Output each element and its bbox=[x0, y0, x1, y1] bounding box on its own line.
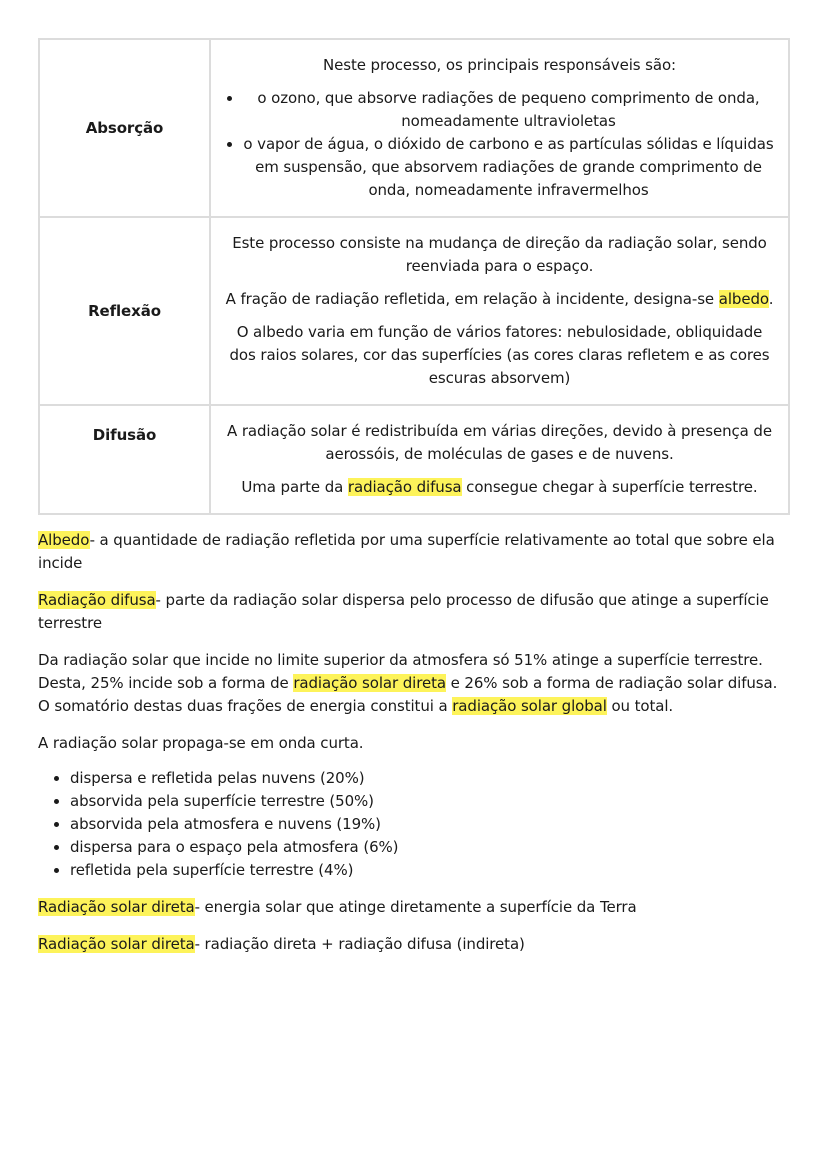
list-item: • o ozono, que absorve radiações de pequeno comprimento de onda, nomeadamente ultravioletas bbox=[243, 87, 774, 133]
text-span: e 26% sob a forma de radiação solar difusa. O somatório destas duas frações de energia constitui a bbox=[38, 674, 778, 715]
text-span: ou total. bbox=[606, 697, 674, 715]
description-reflexao bbox=[210, 217, 789, 405]
definition-radiacao-difusa bbox=[38, 589, 790, 635]
text-span: Da radiação solar que incide no limite superior da atmosfera só 51% atinge a superfície terrestre. Desta, 25% incide sob a forma de bbox=[38, 651, 763, 692]
reflexao-p3: O albedo varia em função de vários fatores: nebulosidade, obliquidade dos raios solares, cor das superfícies (as cores claras refletem e as cores escuras absorvem) bbox=[229, 323, 770, 387]
absorcao-list bbox=[225, 87, 774, 202]
definition-text: - a quantidade de radiação refletida por uma superfície relativamente ao total que sobre ela incide bbox=[38, 531, 775, 572]
definition-radiacao-global bbox=[38, 933, 790, 956]
table-row bbox=[39, 217, 789, 405]
term-reflexao: Reflexão bbox=[39, 217, 210, 405]
term-highlight: Radiação solar direta bbox=[38, 898, 195, 916]
reflexao-p1: Este processo consiste na mudança de direção da radiação solar, sendo reenviada para o espaço. bbox=[232, 234, 767, 275]
term-highlight: Albedo bbox=[38, 531, 90, 549]
table-row bbox=[39, 39, 789, 217]
term-difusao: Difusão bbox=[39, 405, 210, 514]
absorcao-intro: Neste processo, os principais responsáveis são: bbox=[323, 56, 676, 74]
definition-text: - energia solar que atinge diretamente a superfície da Terra bbox=[194, 898, 637, 916]
definition-text: - radiação direta + radiação difusa (indireta) bbox=[194, 935, 525, 953]
term-highlight: Radiação solar direta bbox=[38, 935, 195, 953]
term-highlight: Radiação difusa bbox=[38, 591, 156, 609]
list-item: • absorvida pela atmosfera e nuvens (19%) bbox=[70, 813, 790, 836]
text-span: consegue chegar à superfície terrestre. bbox=[461, 478, 758, 496]
highlight-albedo: albedo bbox=[718, 290, 769, 308]
list-item: • o vapor de água, o dióxido de carbono e as partículas sólidas e líquidas em suspensão, que absorvem radiações de grande comprimento de onda, nomeadamente infravermelhos bbox=[243, 133, 774, 202]
reflexao-p2 bbox=[225, 288, 774, 311]
list-item: • dispersa para o espaço pela atmosfera (6%) bbox=[70, 836, 790, 859]
list-item: • absorvida pela superfície terrestre (50%) bbox=[70, 790, 790, 813]
highlight-radiacao-difusa: radiação difusa bbox=[347, 478, 462, 496]
text-span: . bbox=[768, 290, 774, 308]
list-item: • refletida pela superfície terrestre (4%) bbox=[70, 859, 790, 882]
definition-albedo bbox=[38, 529, 790, 575]
document-page bbox=[38, 38, 790, 956]
table-row bbox=[39, 405, 789, 514]
definition-radiacao-direta bbox=[38, 896, 790, 919]
radiation-distribution-list bbox=[38, 767, 790, 882]
list-item: • dispersa e refletida pelas nuvens (20%) bbox=[70, 767, 790, 790]
definition-text: - parte da radiação solar dispersa pelo processo de difusão que atinge a superfície terrestre bbox=[38, 591, 769, 632]
processes-table bbox=[38, 38, 790, 515]
description-difusao bbox=[210, 405, 789, 514]
highlight-direta: radiação solar direta bbox=[293, 674, 446, 692]
radiation-paragraph bbox=[38, 649, 790, 718]
text-span: Uma parte da bbox=[241, 478, 348, 496]
difusao-p1: A radiação solar é redistribuída em várias direções, devido à presença de aerossóis, de moléculas de gases e de nuvens. bbox=[227, 422, 772, 463]
term-absorcao: Absorção bbox=[39, 39, 210, 217]
description-absorcao bbox=[210, 39, 789, 217]
onda-curta-text: A radiação solar propaga-se em onda curta. bbox=[38, 734, 364, 752]
difusao-p2 bbox=[225, 476, 774, 499]
highlight-global: radiação solar global bbox=[452, 697, 607, 715]
text-span: A fração de radiação refletida, em relação à incidente, designa-se bbox=[225, 290, 719, 308]
